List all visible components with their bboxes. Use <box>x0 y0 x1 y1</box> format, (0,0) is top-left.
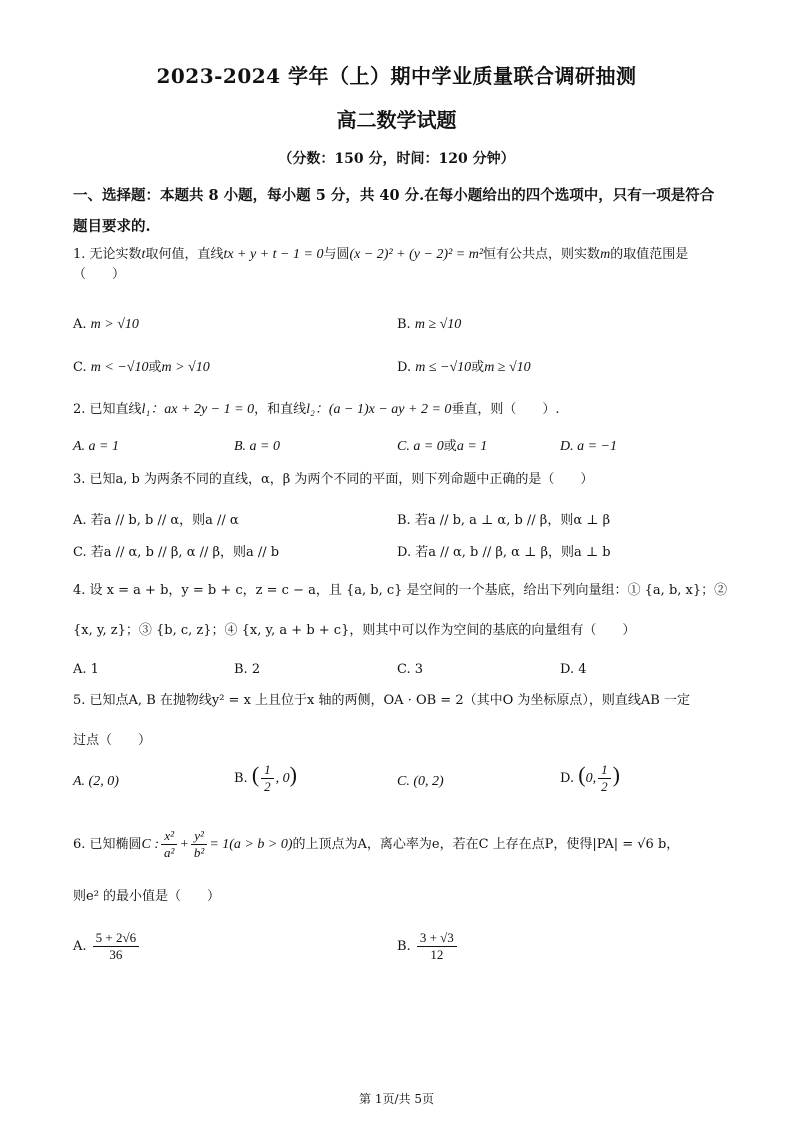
q1-option-b-label: B. <box>397 317 411 332</box>
q1-text-5: 的取值范围是（ ） <box>73 247 689 282</box>
q2-option-c-math-1: C. a = 0 <box>397 439 444 454</box>
q5-option-d-close-paren: ) <box>612 762 620 787</box>
question-3-stem: 3. 已知a, b 为两条不同的直线，α，β 为两个不同的平面，则下列命题中正确的是（ ） <box>73 472 594 487</box>
q1-option-a <box>73 316 139 334</box>
q2-text-2: ，和直线 <box>254 402 307 417</box>
question-5-stem-line-2: 过点（ ） <box>73 733 152 748</box>
q5-option-b-label: B. <box>234 771 248 786</box>
q6-y2: y² <box>191 828 207 845</box>
q5-option-b-numerator: 1 <box>261 762 274 779</box>
page-footer: 第 1页/共 5页 <box>359 1092 434 1106</box>
q1-text-4: 恒有公共点，则实数 <box>483 247 601 262</box>
q1-option-c-label: C. <box>73 360 87 375</box>
q6-option-b-denominator: 12 <box>430 947 444 962</box>
q2-option-d: D. a = −1 <box>560 439 618 454</box>
q5-option-d-fraction <box>598 762 611 795</box>
q5-option-c: C. (0, 2) <box>397 774 444 789</box>
q2-equation-1: ：ax + 2y − 1 = 0 <box>150 402 255 417</box>
q1-option-a-label: A. <box>73 317 87 332</box>
q5-option-d-zero: 0, <box>585 771 597 786</box>
question-1-stem <box>73 245 725 285</box>
q4-option-a: A. 1 <box>73 662 99 677</box>
q2-option-c-math-2: a = 1 <box>456 439 488 454</box>
exam-title: 2023-2024 学年（上）期中学业质量联合调研抽测 <box>156 64 637 88</box>
q1-option-c-math-2: m > √10 <box>161 360 210 375</box>
q2-text-3: 垂直，则（ ）. <box>451 402 560 417</box>
q3-option-d: D. 若a // α, b // β, α ⊥ β，则a ⊥ b <box>397 545 611 560</box>
q5-option-b-fraction <box>261 762 274 795</box>
q4-option-d: D. 4 <box>560 662 587 677</box>
q6-text-2: 的上顶点为A，离心率为e，若在C 上存在点P，使得|PA| = √6 b， <box>292 837 680 852</box>
q6-ellipse-name: C : <box>141 837 160 852</box>
question-4-stem-line-2: {x, y, z}；③ {b, c, z}；④ {x, y, a + b + c}，则其中可以作为空间的基底的向量组有（ ） <box>73 623 636 638</box>
q6-option-b <box>397 930 459 963</box>
q5-option-d-label: D. <box>560 771 575 786</box>
question-2-stem <box>73 401 560 419</box>
q5-option-b <box>234 762 297 795</box>
q6-option-a-fraction <box>93 930 139 963</box>
score-info: （分数：150 分，时间：120 分钟） <box>278 151 515 167</box>
q6-a2: a² <box>164 845 175 860</box>
q1-option-b-math: m ≥ √10 <box>414 317 462 332</box>
q2-equation-2: ：(a − 1)x − ay + 2 = 0 <box>314 402 452 417</box>
q1-option-d-math-1: m ≤ −√10 <box>415 360 472 375</box>
q6-option-b-fraction <box>417 930 457 963</box>
q2-option-b: B. a = 0 <box>234 439 280 454</box>
question-4-stem-line-1: 4. 设 x = a + b，y = b + c，z = c − a，且 {a, b, c} 是空间的一个基底，给出下列向量组：① {a, b, x}；② <box>73 583 728 598</box>
q1-text-2: 取何值，直线 <box>145 247 224 262</box>
q6-option-b-label: B. <box>397 939 411 954</box>
q2-line-l1: l₁ <box>141 402 151 417</box>
q2-option-c-or: 或 <box>443 439 457 454</box>
q5-option-a: A. (2, 0) <box>73 774 119 789</box>
q5-option-b-close-paren: ) <box>289 762 297 787</box>
q5-option-d-numerator: 1 <box>598 762 611 779</box>
q2-line-l2: l₂ <box>306 402 315 417</box>
q1-option-c <box>73 359 210 377</box>
q2-text-1: 2. 已知直线 <box>73 402 142 417</box>
q1-option-c-or: 或 <box>148 360 162 375</box>
q5-option-d <box>560 762 620 795</box>
q5-option-b-rest: , 0 <box>275 771 290 786</box>
q1-option-d-label: D. <box>397 360 412 375</box>
q6-text-1: 6. 已知椭圆 <box>73 837 142 852</box>
q4-option-c: C. 3 <box>397 662 424 677</box>
q6-option-a-numerator: 5 + 2√6 <box>93 930 139 947</box>
q6-b2: b² <box>193 845 205 860</box>
q1-circle-equation: (x − 2)² + (y − 2)² = m² <box>349 247 484 262</box>
q1-option-d-or: 或 <box>471 360 485 375</box>
exam-subtitle: 高二数学试题 <box>336 108 457 132</box>
q1-var-m: m <box>600 247 611 262</box>
q2-option-c <box>397 438 487 456</box>
q3-option-a: A. 若a // b, b // α，则a // α <box>73 513 239 528</box>
q1-var-t: t <box>141 247 146 262</box>
q6-option-a <box>73 930 141 963</box>
q5-option-b-denominator: 2 <box>264 779 271 794</box>
q1-text-1: 1. 无论实数 <box>73 247 142 262</box>
q5-option-d-denominator: 2 <box>601 779 608 794</box>
q5-option-d-open-paren: ( <box>578 762 586 787</box>
question-6-stem-line-2: 则e² 的最小值是（ ） <box>73 889 221 904</box>
q6-plus: + <box>179 837 189 852</box>
q6-option-b-numerator: 3 + √3 <box>417 930 457 947</box>
q6-equation-rest: = 1(a > b > 0) <box>209 837 293 852</box>
q1-text-3: 与圆 <box>323 247 350 262</box>
q1-line-equation: tx + y + t − 1 = 0 <box>223 247 324 262</box>
q1-option-b <box>397 316 461 334</box>
q3-option-c: C. 若a // α, b // β, α // β，则a // b <box>73 545 280 560</box>
q6-fraction-y <box>191 828 207 861</box>
q1-option-d-math-2: m ≥ √10 <box>484 360 531 375</box>
q4-option-b: B. 2 <box>234 662 261 677</box>
q6-option-a-denominator: 36 <box>109 947 123 962</box>
q1-option-d <box>397 359 531 377</box>
q1-option-a-math: m > √10 <box>90 317 139 332</box>
q5-option-b-open-paren: ( <box>251 762 260 787</box>
section-heading: 一、选择题：本题共 8 小题，每小题 5 分，共 40 分.在每小题给出的四个选项中，只有一项是符合题目要求的. <box>73 187 715 235</box>
question-5-stem-line-1: 5. 已知点A, B 在抛物线y² = x 上且位于x 轴的两侧，OA · OB = 2（其中O 为坐标原点），则直线AB 一定 <box>73 693 690 708</box>
question-6-stem-line-1 <box>73 828 679 861</box>
q6-option-a-label: A. <box>73 939 87 954</box>
q2-option-a: A. a = 1 <box>73 439 119 454</box>
q6-fraction-x <box>161 828 177 861</box>
q1-option-c-math-1: m < −√10 <box>90 360 149 375</box>
q3-option-b: B. 若a // b, a ⊥ α, b // β，则α ⊥ β <box>397 513 611 528</box>
q6-x2: x² <box>161 828 177 845</box>
